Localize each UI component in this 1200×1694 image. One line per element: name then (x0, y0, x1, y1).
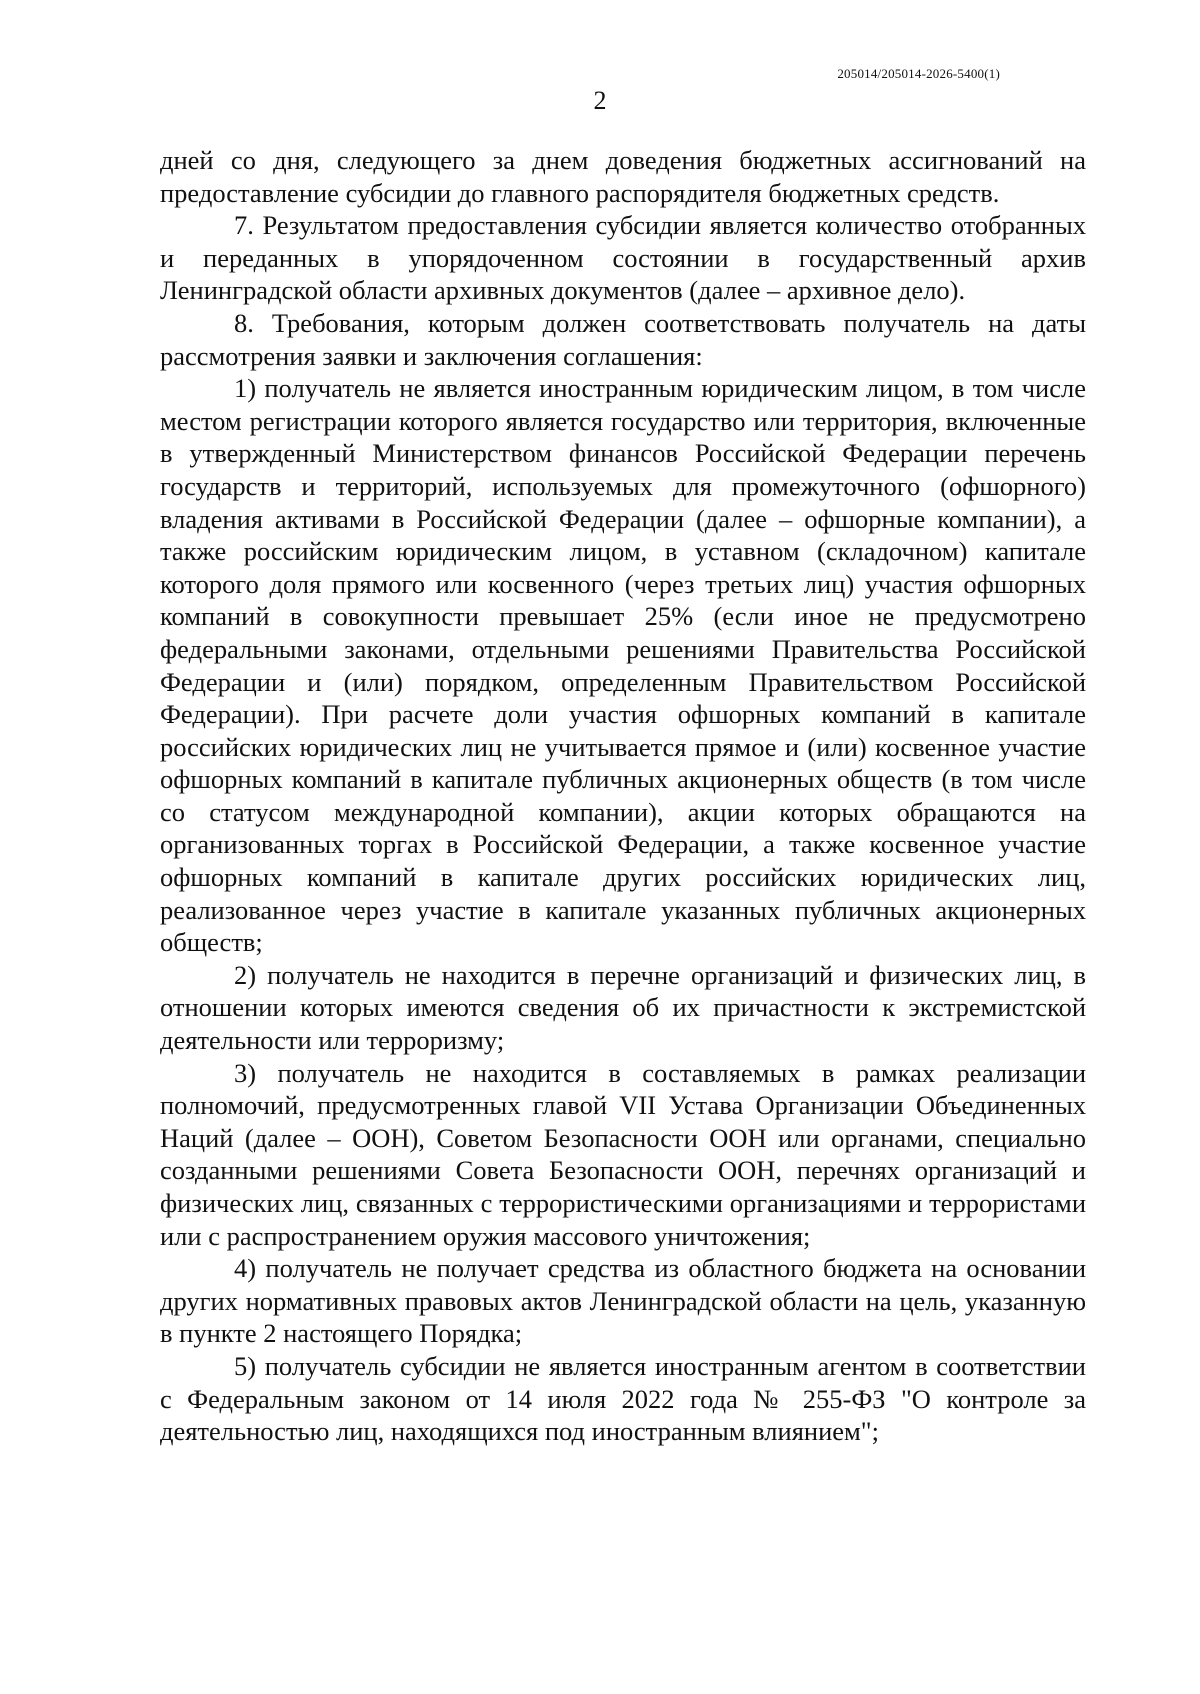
paragraph-subitem-1: 1) получатель не является иностранным юридическим лицом, в том числе местом регистрации которого является государство или территория, включенные в утвержденный Министерством финансов Российской Федерации перечень государств и территорий, используемых для промежуточного (офшорного) владения активами в Российской Федерации (далее – офшорные компании), а также российским юридическим лицом, в уставном (складочном) капитале которого доля прямого или косвенного (через третьих лиц) участия офшорных компаний в совокупности превышает 25% (если иное не предусмотрено федеральными законами, отдельными решениями Правительства Российской Федерации и (или) порядком, определенным Правительством Российской Федерации). При расчете доли участия офшорных компаний в капитале российских юридических лиц не учитывается прямое и (или) косвенное участие офшорных компаний в капитале публичных акционерных обществ (в том числе со статусом международной компании), акции которых обращаются на организованных торгах в Российской Федерации, а также косвенное участие офшорных компаний в капитале других российских юридических лиц, реализованное через участие в капитале указанных публичных акционерных обществ; (160, 373, 1086, 958)
page-number: 2 (593, 86, 607, 115)
paragraph-subitem-2: 2) получатель не находится в перечне организаций и физических лиц, в отношении которых имеются сведения об их причастности к экстремистской деятельности или терроризму; (160, 959, 1086, 1056)
document-id: 205014/205014-2026-5400(1) (837, 66, 1000, 81)
paragraph-item-7: 7. Результатом предоставления субсидии является количество отобранных и переданных в упорядоченном состоянии в государственный архив Ленинградской области архивных документов (далее – архивное дело). (160, 210, 1086, 306)
paragraph-continuation: дней со дня, следующего за днем доведения бюджетных ассигнований на предоставление субсидии до главного распорядителя бюджетных средств. (160, 145, 1086, 208)
document-body (160, 144, 1086, 1448)
paragraph-item-8: 8. Требования, которым должен соответствовать получатель на даты рассмотрения заявки и заключения соглашения: (160, 307, 1086, 371)
paragraph-subitem-3: 3) получатель не находится в составляемых в рамках реализации полномочий, предусмотренных главой VII Устава Организации Объединенных Наций (далее – ООН), Советом Безопасности ООН или органами, специально созданными решениями Совета Безопасности ООН, перечнях организаций и физических лиц, связанных с террористическими организациями и террористами или с распространением оружия массового уничтожения; (160, 1057, 1086, 1251)
paragraph-subitem-4: 4) получатель не получает средства из областного бюджета на основании других нормативных правовых актов Ленинградской области на цель, указанную в пункте 2 настоящего Порядка; (160, 1253, 1086, 1349)
paragraph-subitem-5: 5) получатель субсидии не является иностранным агентом в соответствии с Федеральным законом от 14 июля 2022 года № 255-ФЗ "О контроле за деятельностью лиц, находящихся под иностранным влиянием"; (160, 1350, 1086, 1447)
